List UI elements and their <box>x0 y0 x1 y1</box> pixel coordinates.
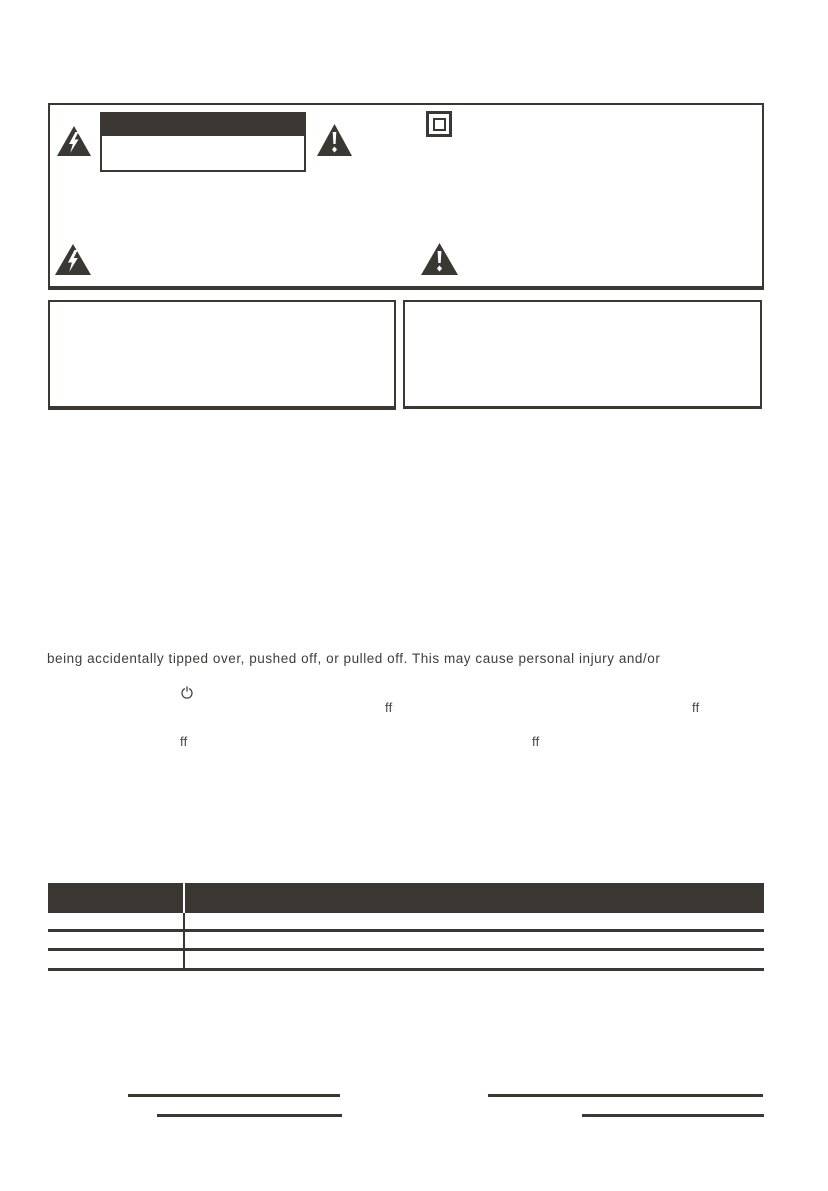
fill-in-line <box>157 1114 342 1117</box>
table <box>48 883 764 971</box>
ligature-fragment: ff <box>180 734 188 749</box>
body-text-line: being accidentally tipped over, pushed off, or pulled off. This may cause personal injury and/or <box>47 651 661 666</box>
class-ii-insulation-icon <box>426 111 452 137</box>
caution-label-box <box>100 112 306 172</box>
power-symbol-icon <box>181 686 193 699</box>
caution-label-header-bar <box>102 114 304 136</box>
table-row <box>48 913 764 932</box>
note-box-left <box>48 300 396 410</box>
table-row <box>48 951 764 971</box>
alert-triangle-icon <box>317 124 352 156</box>
table-header-cell-left <box>48 883 183 913</box>
ligature-fragment: ff <box>692 700 700 715</box>
ligature-fragment: ff <box>532 734 540 749</box>
fill-in-line <box>582 1114 764 1117</box>
ligature-fragment: ff <box>385 700 393 715</box>
note-box-right <box>403 300 762 409</box>
fill-in-line <box>488 1094 763 1097</box>
class-ii-inner-square <box>433 118 446 131</box>
warning-panel <box>48 103 764 290</box>
alert-triangle-icon <box>421 243 458 275</box>
lightning-triangle-icon <box>57 126 91 156</box>
table-column-divider <box>183 913 185 971</box>
table-header-cell-right <box>185 883 764 913</box>
table-header-row <box>48 883 764 913</box>
table-row <box>48 932 764 952</box>
fill-in-line <box>128 1094 340 1097</box>
lightning-triangle-icon <box>55 244 91 275</box>
